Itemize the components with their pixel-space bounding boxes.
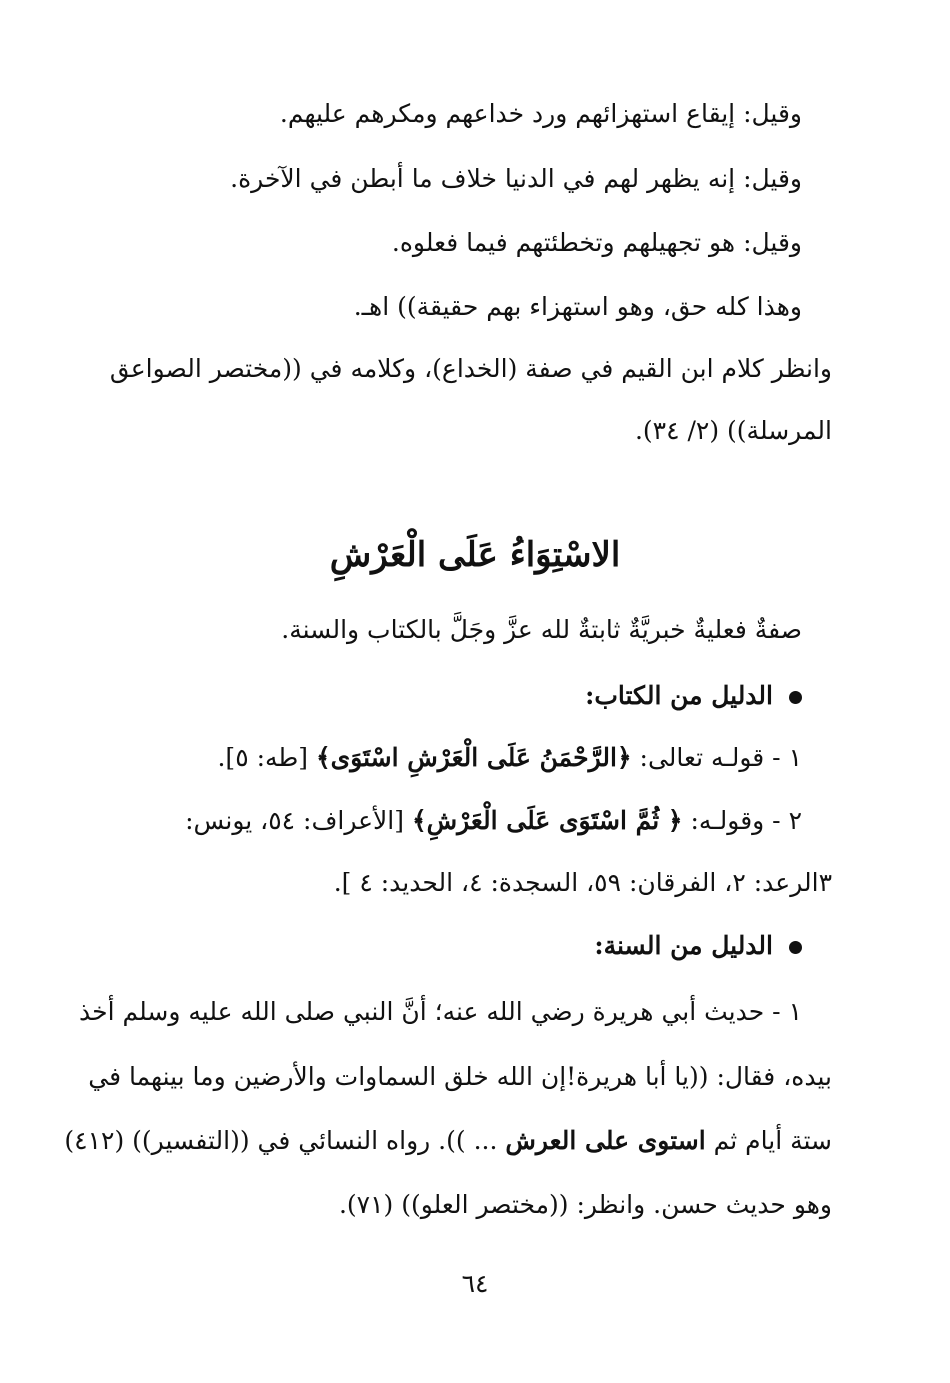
bullet-icon [789, 941, 802, 954]
book-evidence-heading [585, 679, 802, 713]
hadith-line-4: وهو حديث حسن. وانظر: ((مختصر العلو)) (٧١). [338, 1190, 832, 1219]
sunnah-evidence-heading [594, 929, 802, 963]
book-item-1-prefix: ١ - قولـه تعالى: [631, 743, 802, 772]
see-also-line-1: وانظر كلام ابن القيم في صفة (الخداع)، وكلامه في ((مختصر الصواعق [109, 354, 832, 383]
book-item-2-continuation: ٣الرعد: ٢، الفرقان: ٥٩، السجدة: ٤، الحديد: ٤ ]. [333, 868, 832, 897]
hadith-line-3-end: ... )). رواه النسائي في ((التفسير)) (٤١٢) [64, 1126, 506, 1155]
section-title: الاسْتِوَاءُ عَلَى الْعَرْشِ [329, 535, 621, 575]
hadith-line-3 [64, 1124, 832, 1158]
hadith-line-3-start: ستة أيام ثم [705, 1126, 832, 1155]
note-line-1: وقيل: إيقاع استهزائهم ورد خداعهم ومكرهم عليهم. [279, 99, 802, 128]
book-item-2-suffix: [الأعراف: ٥٤، يونس: [185, 806, 412, 835]
hadith-line-3-bold: استوى على العرش [505, 1126, 706, 1155]
see-also-line-2: المرسلة)) (٢/ ٣٤). [634, 416, 832, 445]
section-definition: صفةٌ فعليةٌ خبريَّةٌ ثابتةٌ لله عزَّ وجَلَّ بالكتاب والسنة. [281, 615, 802, 644]
book-heading-text: الدليل من الكتاب: [585, 681, 773, 710]
note-line-2: وقيل: إنه يظهر لهم في الدنيا خلاف ما أبطن في الآخرة. [230, 164, 802, 193]
book-item-1-verse: ﴿الرَّحْمَنُ عَلَى الْعَرْشِ اسْتَوَى﴾ [316, 743, 632, 772]
book-item-2 [185, 804, 802, 838]
page-number: ٦٤ [461, 1269, 489, 1298]
note-line-3: وقيل: هو تجهيلهم وتخطئتهم فيما فعلوه. [391, 228, 802, 257]
book-item-1 [217, 741, 802, 775]
book-item-2-verse: ﴿ ثُمَّ اسْتَوَى عَلَى الْعَرْشِ﴾ [411, 806, 683, 835]
sunnah-heading-text: الدليل من السنة: [594, 931, 773, 960]
bullet-icon [789, 691, 802, 704]
hadith-line-1: ١ - حديث أبي هريرة رضي الله عنه؛ أنَّ النبي صلى الله عليه وسلم أخذ [79, 997, 802, 1026]
note-line-4: وهذا كله حق، وهو استهزاء بهم حقيقة)) اهـ. [353, 292, 802, 321]
book-item-1-suffix: [طه: ٥]. [217, 743, 316, 772]
book-item-2-prefix: ٢ - وقولـه: [682, 806, 802, 835]
hadith-line-2: بيده، فقال: ((يا أبا هريرة!إن الله خلق السماوات والأرضين وما بينهما في [88, 1062, 832, 1091]
